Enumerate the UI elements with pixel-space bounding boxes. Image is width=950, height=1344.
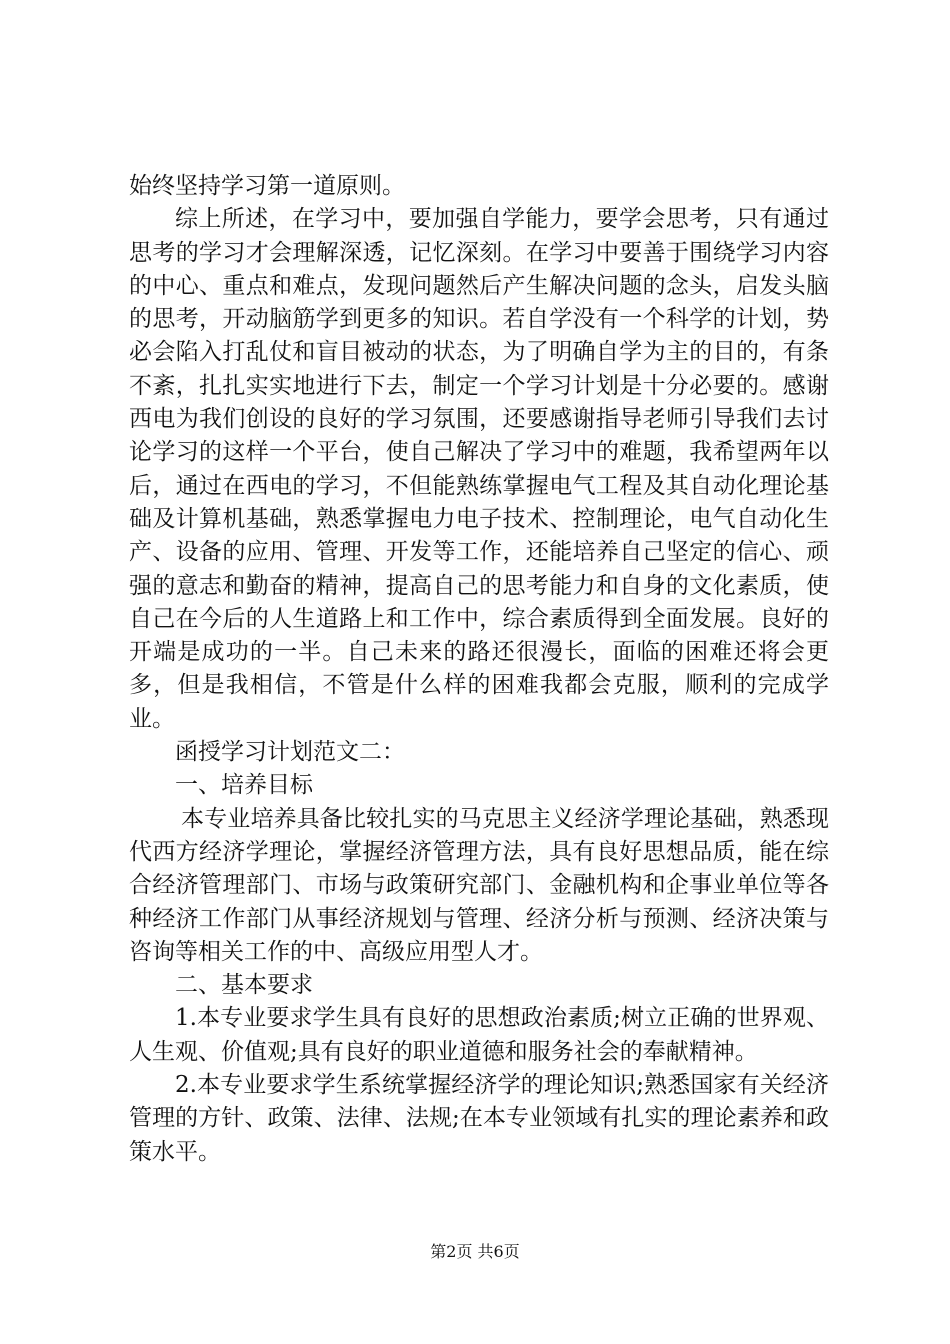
paragraph-training-goal: 本专业培养具备比较扎实的马克思主义经济学理论基础，熟悉现代西方经济学理论，掌握经济管理方法，具有良好思想品质，能在综合经济管理部门、市场与政策研究部门、金融机构和企事业单位等各种经济工作部门从事经济规划与管理、经济分析与预测、经济决策与咨询等相关工作的中、高级应用型人才。 bbox=[129, 805, 829, 965]
heading-training-goal: 一、培养目标 bbox=[175, 772, 313, 799]
document-body bbox=[129, 170, 829, 1169]
paragraph-summary: 综上所述，在学习中，要加强自学能力，要学会思考，只有通过思考的学习才会理解深透，记忆深刻。在学习中要善于围绕学习内容的中心、重点和难点，发现问题然后产生解决问题的念头，启发头脑的思考，开动脑筋学到更多的知识。若自学没有一个科学的计划，势必会陷入打乱仗和盲目被动的状态，为了明确自学为主的目的，有条不紊，扎扎实实地进行下去，制定一个学习计划是十分必要的。感谢西电为我们创设的良好的学习氛围，还要感谢指导老师引导我们去讨论学习的这样一个平台，使自己解决了学习中的难题，我希望两年以后，通过在西电的学习，不但能熟练掌握电气工程及其自动化理论基础及计算机基础，熟悉掌握电力电子技术、控制理论，电气自动化生产、设备的应用、管理、开发等工作，还能培养自己坚定的信心、顽强的意志和勤奋的精神，提高自己的思考能力和自身的文化素质，使自己在今后的人生道路上和工作中，综合素质得到全面发展。良好的开端是成功的一半。自己未来的路还很漫长，面临的困难还将会更多，但是我相信，不管是什么样的困难我都会克服，顺利的完成学业。 bbox=[129, 206, 829, 732]
heading-sample-two: 函授学习计划范文二： bbox=[175, 739, 405, 766]
paragraph-continuation: 始终坚持学习第一道原则。 bbox=[129, 173, 405, 199]
paragraph-requirement-1: 1.本专业要求学生具有良好的思想政治素质;树立正确的世界观、人生观、价值观;具有良好的职业道德和服务社会的奉献精神。 bbox=[129, 1005, 829, 1065]
paragraph-requirement-2: 2.本专业要求学生系统掌握经济学的理论知识;熟悉国家有关经济管理的方针、政策、法律、法规;在本专业领域有扎实的理论素养和政策水平。 bbox=[129, 1072, 829, 1165]
page-number-footer: 第2页 共6页 bbox=[430, 1242, 520, 1261]
heading-basic-requirements: 二、基本要求 bbox=[175, 972, 313, 999]
